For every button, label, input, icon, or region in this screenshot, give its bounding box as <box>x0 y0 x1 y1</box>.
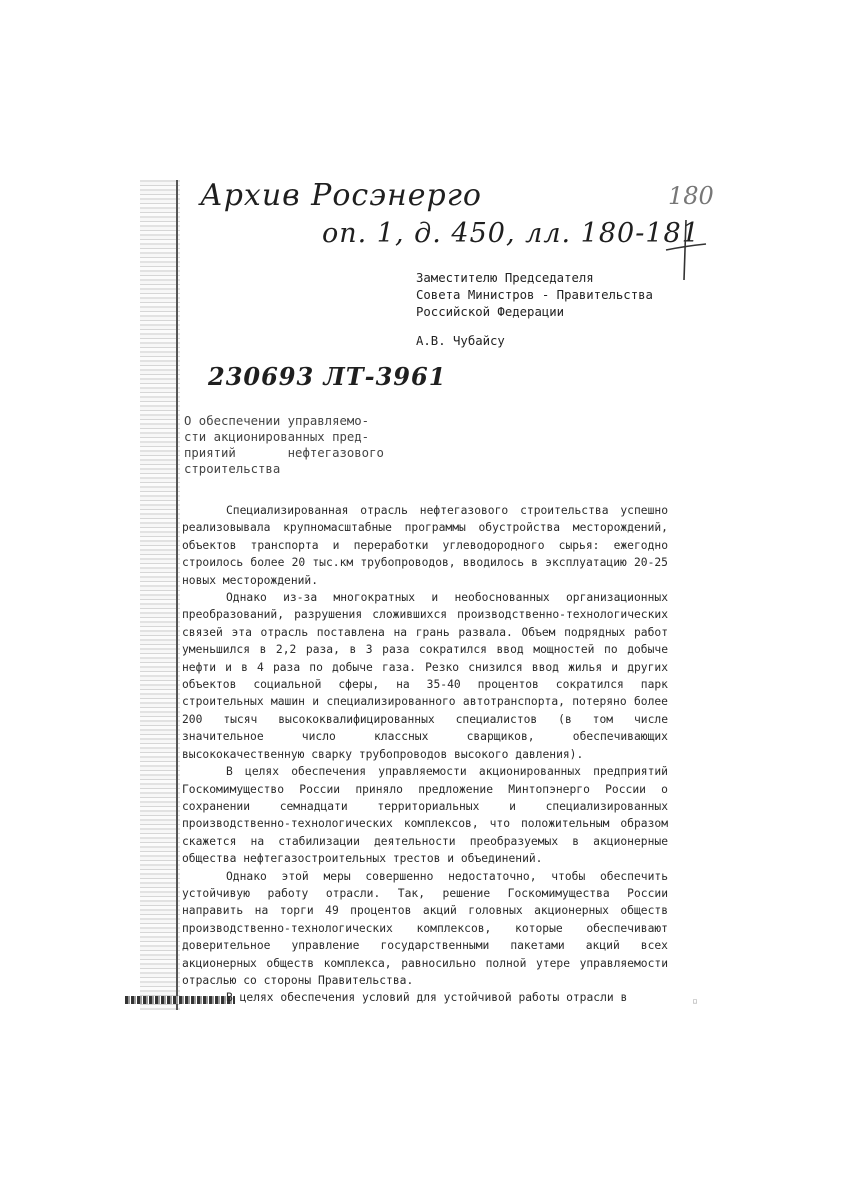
body-paragraph-1: Специализированная отрасль нефтегазового строительства успешно реализовывала крупномасштабные программы обустройства месторождений, объектов транспорта и переработки углеводородного сырья: ежегодно строилось более 20 тыс.км трубопроводов, вводилось в эксплуатацию 20-25 новых месторождений. <box>182 504 668 587</box>
subject-heading: О обеспечении управляемо- сти акционированных пред- приятий нефтегазового строительства <box>184 414 384 476</box>
handwritten-page-number: 180 <box>668 182 714 210</box>
addressee-name: А.В. Чубайсу <box>416 334 505 348</box>
letter-body <box>182 502 668 1007</box>
handwritten-archive-note: Архив Росэнерго <box>200 178 482 213</box>
body-paragraph-4: Однако этой меры совершенно недостаточно, чтобы обеспечить устойчивую работу отрасли. Так, решение Госкомимущества России направить на торги 49 процентов акций головных акционерных обществ производственно-технологических комплексов, которые обеспечивают доверительное управление государственными пакетами акций всех акционерных обществ комплекса, равносильно полной утере управляемости отраслью со стороны Правительства. <box>182 869 668 987</box>
registration-stamp: 230693 ЛТ-3961 <box>208 362 447 391</box>
scan-margin-line <box>176 180 178 1010</box>
corner-scan-mark: ▫ <box>692 996 699 1007</box>
addressee-block: Заместителю Председателя Совета Министров - Правительства Российской Федерации <box>416 271 653 319</box>
scan-binding-edge <box>140 180 180 1010</box>
body-paragraph-5: В целях обеспечения условий для устойчивой работы отрасли в <box>226 991 628 1005</box>
body-paragraph-3: В целях обеспечения управляемости акционированных предприятий Госкомимущество России приняло предложение Минтопэнерго России о сохранении семнадцати территориальных и специализированных производственно-технологических комплексов, что положительным образом скажется на стабилизации деятельности преобразуемых в акционерные общества нефтегазостроительных трестов и объединений. <box>182 765 668 866</box>
body-paragraph-2: Однако из-за многократных и необоснованных организационных преобразований, разрушения сложившихся производственно-технологических связей эта отрасль поставлена на грань развала. Объем подрядных работ уменьшился в 2,2 раза, в 3 раза сократился ввод мощностей по добыче нефти и в 4 раза по добыче газа. Резко снизился ввод жилья и других объектов социальной сферы, на 35-40 процентов сократился парк строительных машин и специализированного автотранспорта, потеряно более 200 тысяч высококвалифицированных специалистов (в том числе значительное число классных сварщиков, обеспечивающих высококачественную сварку трубопроводов высокого давления). <box>182 591 668 761</box>
handwritten-cross-mark <box>664 218 708 282</box>
handwritten-reference-note: оп. 1, д. 450, лл. 180-181 <box>322 218 700 249</box>
